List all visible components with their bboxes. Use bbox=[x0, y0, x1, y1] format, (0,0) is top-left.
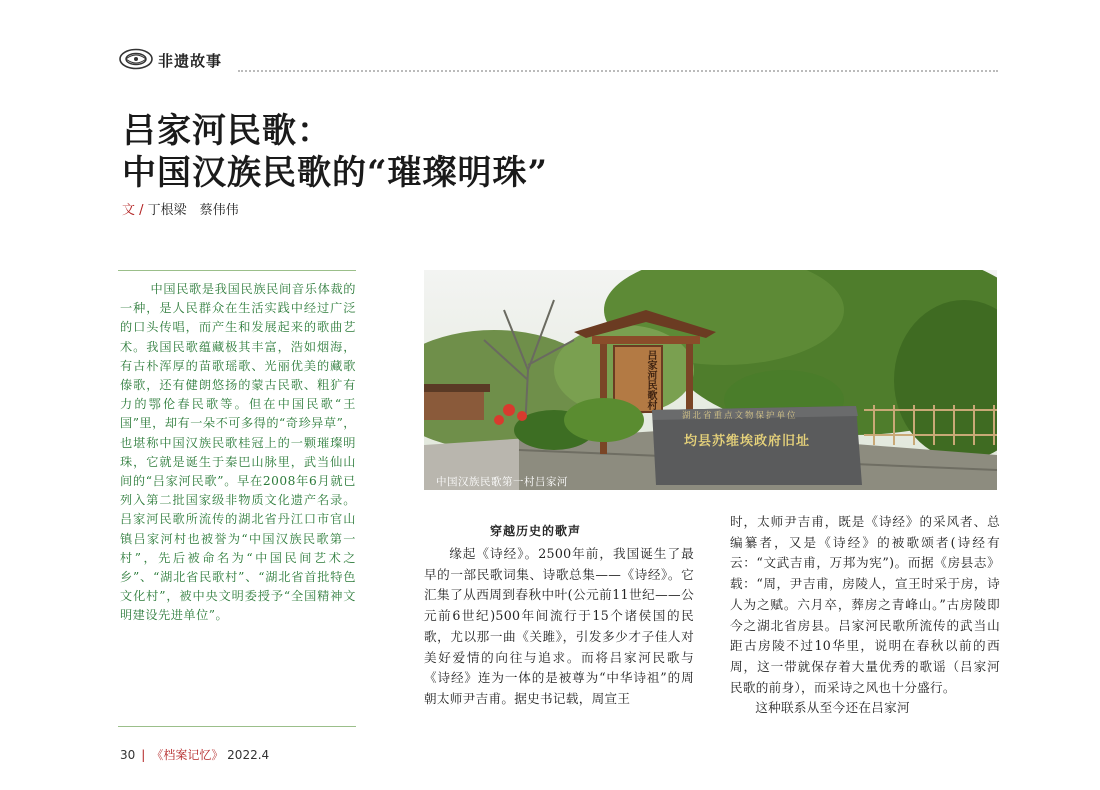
body-paragraph-continued: 时，太师尹吉甫，既是《诗经》的采风者、总编纂者，又是《诗经》的被歌颂者(诗经有云：“文武吉甫，万邦为宪”)。而据《房县志》载：“周，尹吉甫，房陵人，宣王时采于房，诗人为之赋。六月卒，葬房之青峰山。”古房陵即今之湖北省房县。吕家河民歌所流传的武当山距古房陵不过10华里，说明在春秋以前的西周，这一带就保存着大量优秀的歌谣（吕家河民歌的前身），而采诗之风也十分盛行。 bbox=[730, 514, 1000, 695]
intro-text: 中国民歌是我国民族民间音乐体裁的一种，是人民群众在生活实践中经过广泛的口头传唱，而产生和发展起来的歌曲艺术。我国民歌蕴藏极其丰富，浩如烟海，有古朴浑厚的苗歌瑶歌、光丽优美的藏歌傣歌，还有健朗悠扬的蒙古民歌、粗犷有力的鄂伦春民歌等。但在中国民歌“王国”里，却有一朵不可多得的“奇珍异草”，也堪称中国汉族民歌桂冠上的一颗璀璨明珠，它就是诞生于秦巴山脉里，武当仙山间的“吕家河民歌”。早在2008年6月就已列入第二批国家级非物质文化遗产名录。吕家河民歌所流传的湖北省丹江口市官山镇吕家河村也被誉为“中国汉族民歌第一村”，先后被命名为“中国民间艺术之乡”、“湖北省民歌村”、“湖北省首批特色文化村”，被中央文明委授予“全国精神文明建设先进单位”。 bbox=[120, 282, 356, 623]
page-number: 30 bbox=[120, 748, 136, 762]
issue-number: 2022.4 bbox=[227, 748, 270, 762]
header-divider bbox=[238, 70, 998, 72]
article-photo bbox=[424, 270, 997, 490]
byline-prefix: 文 / bbox=[122, 203, 144, 218]
magazine-name: 《档案记忆》 bbox=[151, 748, 224, 762]
intro-sidebar bbox=[120, 280, 356, 626]
section-title: 非遗故事 bbox=[158, 52, 223, 70]
monument-title: 均县苏维埃政府旧址 bbox=[684, 434, 811, 449]
body-paragraph: 缘起《诗经》。2500年前，我国诞生了最早的一部民歌词集、诗歌总集——《诗经》。它汇集了从西周到春秋中叶(公元前11世纪——公元前6世纪)500年间流行于15个诸侯国的民歌，尤以那一曲《关雎》，引发多少才子佳人对美好爱情的向往与追求。而将吕家河民歌与《诗经》连为一体的是被尊为“中华诗祖”的周朝太师尹吉甫。据史书记载，周宣王 bbox=[424, 546, 694, 706]
photo-caption: 中国汉族民歌第一村吕家河 bbox=[436, 476, 568, 488]
article-title bbox=[122, 110, 548, 194]
title-line-1: 吕家河民歌： bbox=[122, 111, 332, 151]
byline bbox=[122, 199, 239, 218]
page-footer bbox=[120, 746, 269, 763]
sidebar-top-rule bbox=[118, 270, 356, 271]
authors: 丁根梁 蔡伟伟 bbox=[147, 203, 239, 218]
section-logo-icon bbox=[118, 48, 154, 70]
sidebar-bottom-rule bbox=[118, 726, 356, 727]
photo-illustration bbox=[424, 270, 997, 490]
signboard-text: 吕家河民歌村 bbox=[645, 350, 656, 410]
body-paragraph-next: 这种联系从至今还在吕家河 bbox=[755, 700, 910, 716]
body-column-1 bbox=[424, 544, 694, 710]
footer-separator: | bbox=[141, 748, 146, 762]
body-column-2 bbox=[730, 512, 1000, 719]
monument-header: 湖北省重点文物保护单位 bbox=[682, 411, 798, 421]
section-header bbox=[118, 48, 998, 74]
section-heading: 穿越历史的歌声 bbox=[490, 524, 582, 538]
title-line-2: 中国汉族民歌的“璀璨明珠” bbox=[122, 153, 549, 193]
